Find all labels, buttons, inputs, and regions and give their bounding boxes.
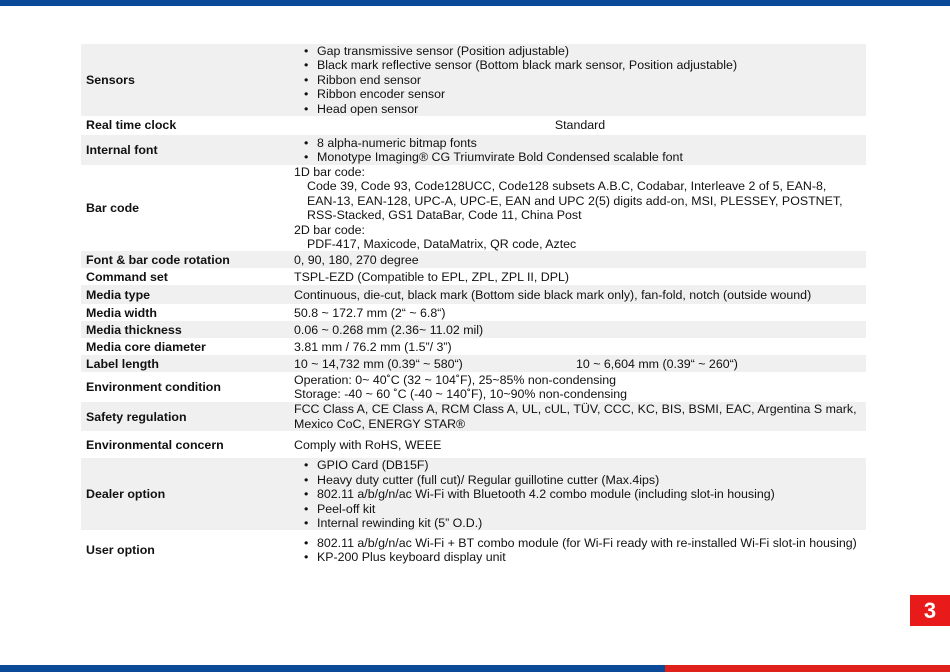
safety-line: FCC Class A, CE Class A, RCM Class A, UL, cUL, TÜV, CCC, KC, BIS, BSMI, EAC, Argentina S mark,	[294, 402, 857, 417]
row-value: 50.8 ~ 172.7 mm (2“ ~ 6.8“)	[294, 304, 866, 321]
row-label-length	[81, 355, 866, 372]
list-item: • Head open sensor	[294, 102, 866, 116]
row-user-option	[81, 530, 866, 570]
list-item: • Black mark reflective sensor (Bottom black mark sensor, Position adjustable)	[294, 58, 866, 72]
row-safety	[81, 402, 866, 431]
row-value: Continuous, die-cut, black mark (Bottom side black mark only), fan-fold, notch (outside wound)	[294, 285, 866, 304]
list-item: • Heavy duty cutter (full cut)/ Regular guillotine cutter (Max.4ips)	[294, 473, 866, 487]
row-label: Media thickness	[81, 321, 294, 338]
row-real-time-clock	[81, 116, 866, 135]
list-item: • 802.11 a/b/g/n/ac Wi-Fi with Bluetooth 4.2 combo module (including slot-in housing)	[294, 487, 866, 501]
page-number-badge: 3	[910, 595, 950, 626]
row-value: Comply with RoHS, WEEE	[294, 431, 866, 458]
bottom-blue-bar	[0, 665, 665, 672]
top-blue-bar	[0, 0, 950, 6]
barcode-2d-line: PDF-417, Maxicode, DataMatrix, QR code, Aztec	[307, 237, 577, 252]
list-item: • Ribbon end sensor	[294, 73, 866, 87]
list-item: • Ribbon encoder sensor	[294, 87, 866, 101]
row-rotation	[81, 251, 866, 268]
list-item: • Gap transmissive sensor (Position adjustable)	[294, 44, 866, 58]
environment-line: Storage: -40 ~ 60 ˚C (-40 ~ 140˚F), 10~90% non-condensing	[294, 387, 628, 402]
row-label: Media width	[81, 304, 294, 321]
row-environment	[81, 372, 866, 402]
list-item: • Internal rewinding kit (5” O.D.)	[294, 516, 866, 530]
row-media-core	[81, 338, 866, 355]
list-item: • KP-200 Plus keyboard display unit	[294, 550, 866, 564]
barcode-1d-line: Code 39, Code 93, Code128UCC, Code128 subsets A.B.C, Codabar, Interleave 2 of 5, EAN-8,	[307, 179, 827, 194]
list-item: • Peel-off kit	[294, 502, 866, 516]
row-label: User option	[81, 530, 294, 570]
row-env-concern	[81, 431, 866, 458]
row-label: Bar code	[81, 165, 294, 251]
safety-line: Mexico CoC, ENERGY STAR®	[294, 416, 466, 431]
label-length-value-2: 10 ~ 6,604 mm (0.39“ ~ 260“)	[576, 356, 738, 371]
row-label: Sensors	[81, 44, 294, 116]
environment-line: Operation: 0~ 40˚C (32 ~ 104˚F), 25~85% non-condensing	[294, 373, 617, 388]
row-label: Environmental concern	[81, 431, 294, 458]
row-value: 3.81 mm / 76.2 mm (1.5”/ 3”)	[294, 338, 866, 355]
user-option-list	[294, 536, 866, 565]
row-media-width	[81, 304, 866, 321]
row-label: Environment condition	[81, 372, 294, 402]
label-length-value-1: 10 ~ 14,732 mm (0.39“ ~ 580“)	[294, 356, 463, 371]
row-label: Dealer option	[81, 458, 294, 530]
list-item: • 8 alpha-numeric bitmap fonts	[294, 136, 866, 150]
row-command-set	[81, 268, 866, 285]
row-dealer-option	[81, 458, 866, 530]
row-label: Real time clock	[81, 116, 294, 135]
bottom-red-bar	[665, 665, 950, 672]
row-value: Standard	[294, 116, 866, 135]
row-label: Command set	[81, 268, 294, 285]
row-label: Safety regulation	[81, 402, 294, 431]
row-internal-font	[81, 135, 866, 165]
row-media-type	[81, 285, 866, 304]
row-value: TSPL-EZD (Compatible to EPL, ZPL, ZPL II, DPL)	[294, 268, 866, 285]
font-list	[294, 136, 866, 165]
row-sensors	[81, 44, 866, 116]
row-value: 0, 90, 180, 270 degree	[294, 251, 866, 268]
list-item: • Monotype Imaging® CG Triumvirate Bold Condensed scalable font	[294, 150, 866, 164]
barcode-1d-line: RSS-Stacked, GS1 DataBar, Code 11, China Post	[307, 208, 582, 223]
sensor-list	[294, 44, 866, 116]
row-label: Media core diameter	[81, 338, 294, 355]
list-item: • 802.11 a/b/g/n/ac Wi-Fi + BT combo module (for Wi-Fi ready with re-installed Wi-Fi slot-in housing)	[294, 536, 866, 550]
row-label: Media type	[81, 285, 294, 304]
row-value: 0.06 ~ 0.268 mm (2.36~ 11.02 mil)	[294, 321, 866, 338]
row-label: Internal font	[81, 135, 294, 165]
row-label: Label length	[81, 355, 294, 372]
row-label: Font & bar code rotation	[81, 251, 294, 268]
spec-table	[81, 44, 866, 570]
row-media-thickness	[81, 321, 866, 338]
barcode-1d-heading: 1D bar code:	[294, 165, 365, 180]
list-item: • GPIO Card (DB15F)	[294, 458, 866, 472]
dealer-option-list	[294, 458, 866, 530]
row-bar-code	[81, 165, 866, 251]
barcode-1d-line: EAN-13, EAN-128, UPC-A, UPC-E, EAN and UPC 2(5) digits add-on, MSI, PLESSEY, POSTNET,	[307, 193, 843, 208]
barcode-2d-heading: 2D bar code:	[294, 222, 365, 237]
